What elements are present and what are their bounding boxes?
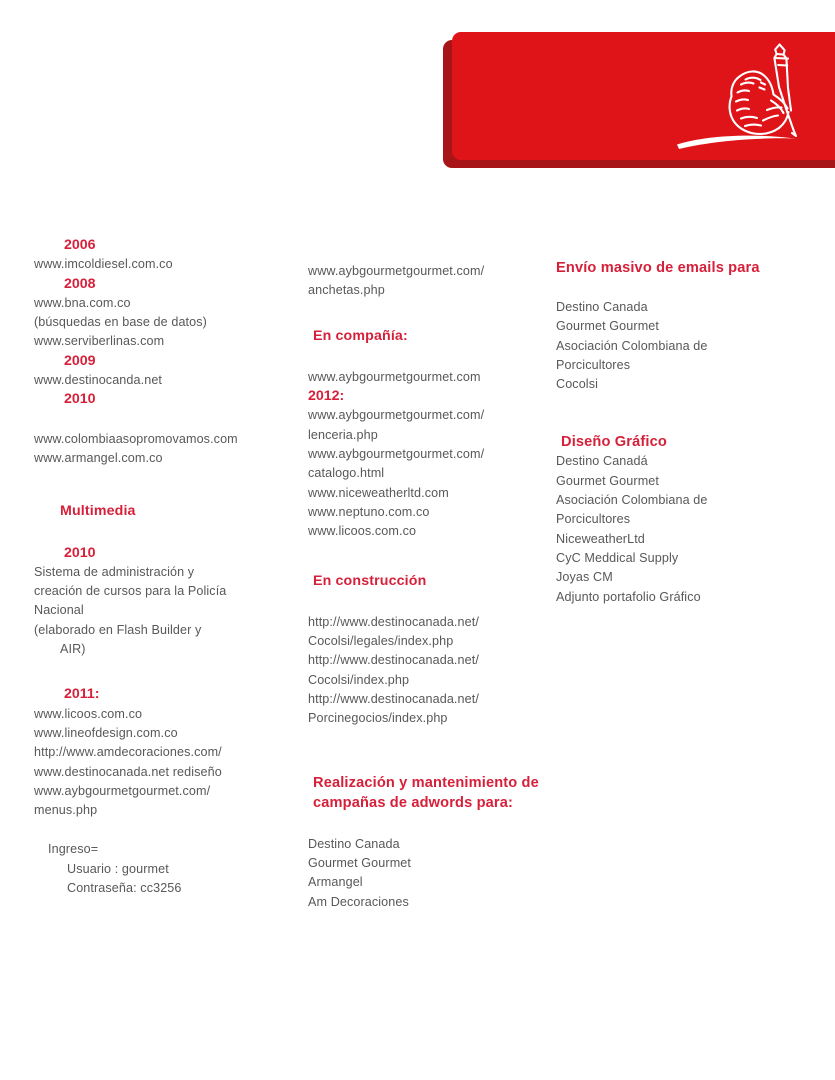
hand-holding-pen-icon — [675, 32, 835, 160]
list-item: Asociación Colombiana de — [556, 493, 708, 508]
list-item: www.aybgourmetgourmet.com/ — [34, 783, 211, 798]
column-left — [34, 236, 292, 898]
list-item: www.destinocanda.net — [34, 373, 163, 388]
list-item: Porcicultores — [556, 357, 631, 372]
spacer — [308, 301, 553, 327]
list-item: http://www.destinocanada.net/ — [308, 614, 479, 629]
spacer — [34, 522, 292, 544]
list-item: Cocolsi — [556, 377, 598, 392]
list-item: http://www.destinocanada.net/ — [308, 692, 479, 707]
list-item: Sistema de administración y — [34, 564, 195, 579]
spacer — [308, 236, 553, 262]
list-item: www.aybgourmetgourmet.com/ — [308, 447, 485, 462]
list-item: www.licoos.com.co — [34, 706, 143, 721]
list-item: www.niceweatherltd.com — [308, 485, 449, 500]
spacer — [556, 278, 821, 298]
list-item: AIR) — [60, 642, 86, 657]
section-heading-multimedia: Multimedia — [60, 503, 136, 520]
list-item: catalogo.html — [308, 466, 385, 481]
list-item: www.lineofdesign.com.co — [34, 725, 178, 740]
spacer — [308, 813, 553, 835]
year-heading-2006: 2006 — [64, 237, 96, 253]
list-item: CyC Meddical Supply — [556, 550, 679, 565]
list-item: www.armangel.com.co — [34, 450, 163, 465]
list-item: Porcicultores — [556, 512, 631, 527]
spacer — [34, 410, 292, 430]
spacer — [308, 346, 553, 368]
spacer — [308, 591, 553, 613]
credentials-label: Ingreso= — [48, 842, 99, 857]
section-heading-en-construccion: En construcción — [313, 572, 427, 589]
section-heading-en-compania: En compañía: — [313, 327, 408, 344]
list-item: creación de cursos para la Policía — [34, 584, 227, 599]
list-item: Destino Canada — [308, 836, 400, 851]
list-item: Gourmet Gourmet — [556, 473, 659, 488]
list-item: www.imcoldiesel.com.co — [34, 257, 173, 272]
list-item: www.aybgourmetgourmet.com/ — [308, 264, 485, 278]
spacer — [556, 394, 821, 432]
list-item: Nacional — [34, 603, 84, 618]
list-item: www.neptuno.com.co — [308, 504, 430, 519]
list-item: Porcinegocios/index.php — [308, 711, 448, 726]
list-item: Asociación Colombiana de — [556, 338, 708, 353]
credentials-user: Usuario : gourmet — [67, 861, 169, 876]
list-item: Gourmet Gourmet — [556, 319, 659, 334]
list-item: Destino Canada — [556, 300, 648, 314]
column-right — [556, 236, 821, 607]
list-item: NiceweatherLtd — [556, 531, 645, 546]
list-item: Destino Canadá — [556, 454, 648, 469]
list-item: www.destinocanada.net rediseño — [34, 764, 222, 779]
list-item: www.colombiaasopromovamos.com — [34, 431, 238, 446]
year-heading-2010: 2010 — [64, 391, 96, 408]
year-heading-2009: 2009 — [64, 352, 96, 369]
underline-swoosh — [677, 136, 797, 149]
list-item: http://www.amdecoraciones.com/ — [34, 745, 222, 760]
year-heading-2012: 2012: — [308, 388, 345, 405]
list-item: menus.php — [34, 803, 98, 818]
list-item: (búsquedas en base de datos) — [34, 315, 207, 330]
list-item: www.licoos.com.co — [308, 524, 417, 539]
year-heading-2010-multimedia: 2010 — [64, 544, 96, 561]
list-item: www.bna.com.co — [34, 295, 131, 310]
credentials-password: Contraseña: cc3256 — [67, 881, 182, 896]
header-banner — [0, 0, 835, 200]
list-item: (elaborado en Flash Builder y — [34, 622, 202, 637]
list-item: Joyas CM — [556, 570, 613, 585]
spacer — [34, 820, 292, 840]
list-item: Adjunto portafolio Gráfico — [556, 589, 701, 604]
column-middle — [308, 236, 553, 912]
year-heading-2008: 2008 — [64, 275, 96, 292]
spacer — [556, 236, 821, 258]
list-item: Am Decoraciones — [308, 894, 409, 909]
section-heading-adwords-line2: campañas de adwords para: — [313, 794, 514, 811]
list-item: Cocolsi/legales/index.php — [308, 634, 454, 649]
year-heading-2011: 2011: — [64, 686, 100, 703]
list-item: www.aybgourmetgourmet.com/ — [308, 408, 485, 423]
section-heading-adwords-line1: Realización y mantenimiento de — [313, 774, 539, 791]
spacer — [34, 468, 292, 502]
spacer — [308, 729, 553, 773]
spacer — [308, 542, 553, 572]
list-item: Armangel — [308, 875, 363, 890]
banner-red-panel — [452, 32, 835, 160]
section-heading-envio-masivo: Envío masivo de emails para — [556, 260, 760, 276]
list-item: http://www.destinocanada.net/ — [308, 653, 479, 668]
list-item: anchetas.php — [308, 283, 385, 298]
section-heading-diseno-grafico: Diseño Gráfico — [561, 434, 667, 451]
list-item: Cocolsi/index.php — [308, 672, 410, 687]
list-item: www.serviberlinas.com — [34, 334, 165, 349]
list-item: Gourmet Gourmet — [308, 855, 411, 870]
list-item: lenceria.php — [308, 427, 378, 442]
list-item: www.aybgourmetgourmet.com — [308, 369, 481, 384]
spacer — [34, 659, 292, 685]
